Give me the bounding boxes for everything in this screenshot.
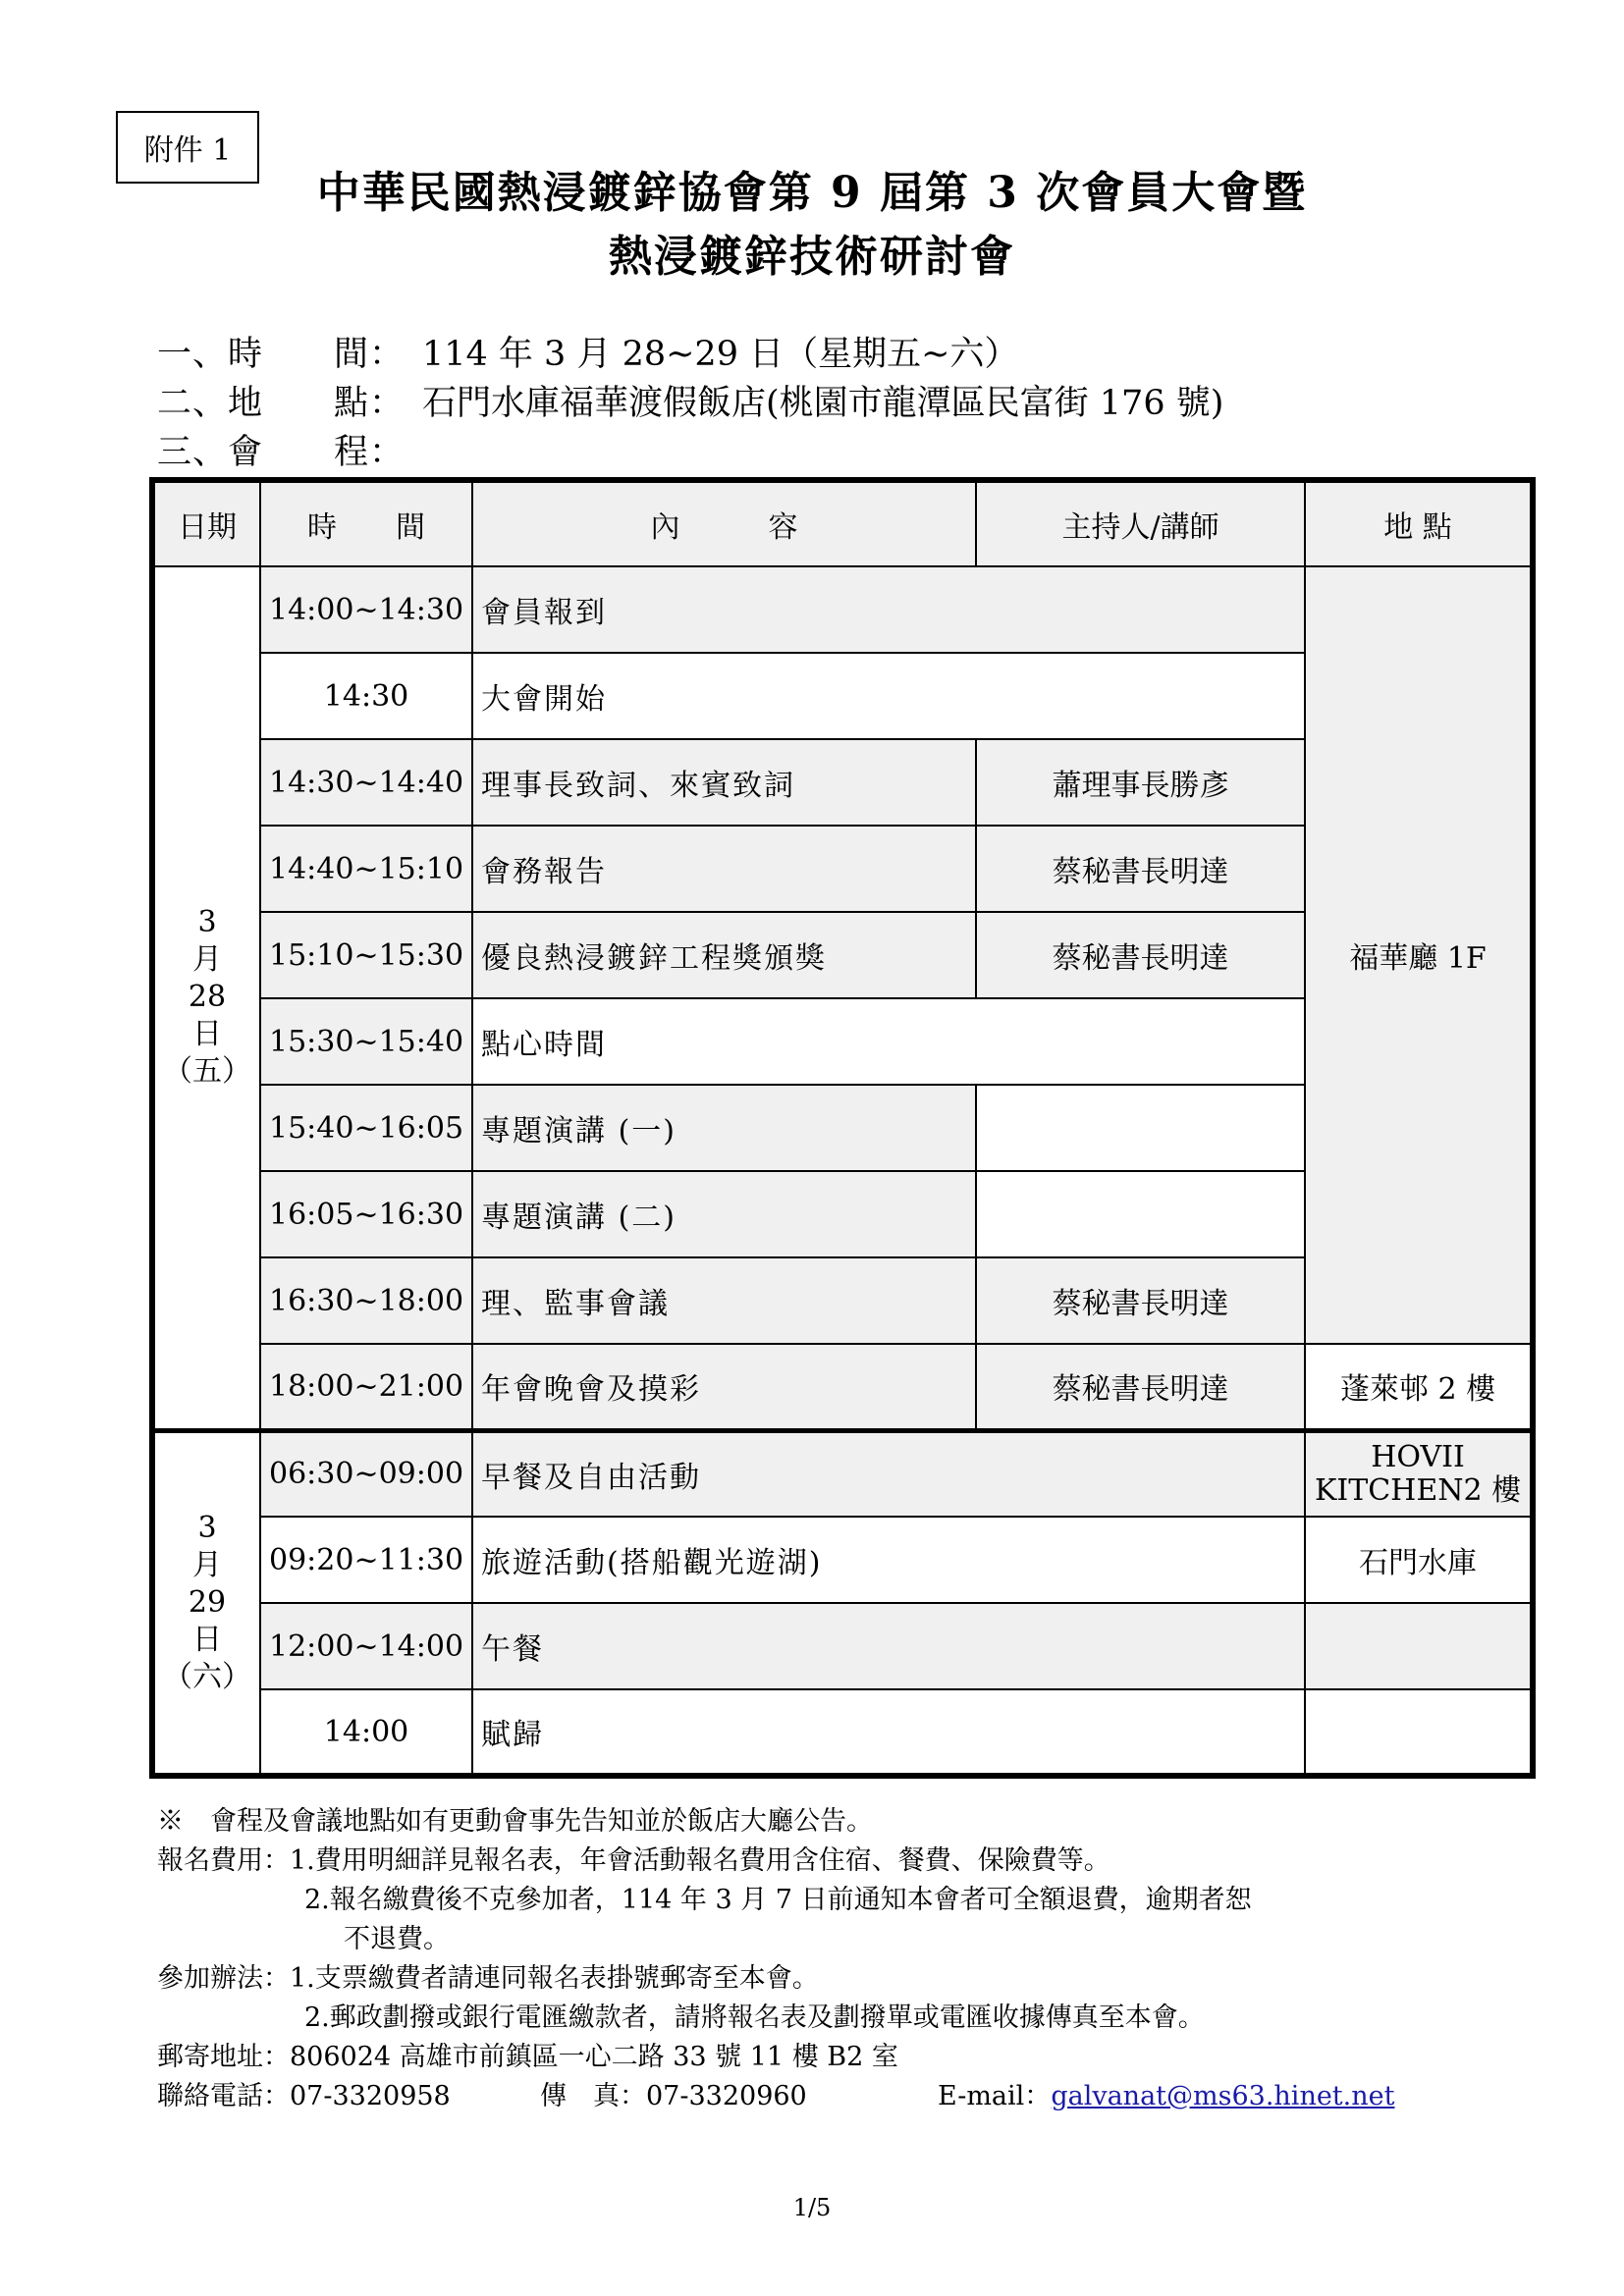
table-row — [152, 1430, 1533, 1517]
table-row — [152, 1603, 1533, 1689]
row-host: 蔡秘書長明達 — [976, 826, 1305, 912]
day1-month-char: 月 — [192, 942, 222, 978]
row-place-line1: HOVII — [1371, 1439, 1465, 1474]
day2-weekday: （六） — [163, 1659, 251, 1694]
method-label: 參加辦法： — [157, 1963, 290, 1994]
row-time: 06:30~09:00 — [260, 1430, 472, 1517]
row-place — [1305, 1603, 1533, 1689]
fee-item1: 1.費用明細詳見報名表，年會活動報名費用含住宿、餐費、保險費等。 — [290, 1845, 1110, 1876]
day2-day-num: 29 — [188, 1584, 227, 1620]
day2-date-cell — [152, 1430, 260, 1776]
row-content: 旅遊活動(搭船觀光遊湖) — [472, 1517, 1305, 1603]
info-agenda-label: 三、會 程： — [157, 433, 406, 472]
table-row — [152, 1517, 1533, 1603]
row-content: 專題演講 (一) — [472, 1085, 976, 1171]
row-content: 理事長致詞、來賓致詞 — [472, 739, 976, 826]
row-content: 會務報告 — [472, 826, 976, 912]
info-time — [157, 327, 1018, 376]
row-place — [1305, 1689, 1533, 1776]
info-place — [157, 376, 1223, 425]
contact-email-link[interactable]: galvanat@ms63.hinet.net — [1051, 2081, 1395, 2111]
row-time: 16:30~18:00 — [260, 1257, 472, 1344]
table-header-row — [152, 480, 1533, 566]
header-content: 內 容 — [472, 480, 976, 566]
row-time: 16:05~16:30 — [260, 1171, 472, 1257]
header-time: 時 間 — [260, 480, 472, 566]
row-place: 石門水庫 — [1305, 1517, 1533, 1603]
contact-line — [157, 2077, 1394, 2116]
row-content: 理、監事會議 — [472, 1257, 976, 1344]
day1-month-num: 3 — [197, 905, 217, 940]
notes-section — [157, 1802, 1394, 2116]
contact-fax: 傳 真：07-3320960 — [540, 2081, 807, 2111]
row-time: 14:00 — [260, 1689, 472, 1776]
row-content: 專題演講 (二) — [472, 1171, 976, 1257]
info-time-value: 114 年 3 月 28~29 日（星期五~六） — [422, 335, 1019, 374]
contact-email-label: E-mail： — [938, 2081, 1052, 2111]
row-time: 14:00~14:30 — [260, 566, 472, 653]
row-content: 點心時間 — [472, 998, 1305, 1085]
row-time: 14:30~14:40 — [260, 739, 472, 826]
method-item1: 1.支票繳費者請連同報名表掛號郵寄至本會。 — [290, 1963, 819, 1994]
info-place-label: 二、地 點： — [157, 384, 406, 423]
day1-date-cell — [152, 566, 260, 1430]
row-time: 15:30~15:40 — [260, 998, 472, 1085]
row-host: 蔡秘書長明達 — [976, 1257, 1305, 1344]
day1-day-num: 28 — [188, 980, 227, 1015]
day2-month-char: 月 — [192, 1547, 222, 1582]
row-place — [1305, 1430, 1533, 1517]
day1-day-char: 日 — [192, 1017, 222, 1052]
row-content: 大會開始 — [472, 653, 1305, 739]
row-time: 09:20~11:30 — [260, 1517, 472, 1603]
schedule-table — [149, 477, 1536, 1779]
fee-line1 — [157, 1842, 1394, 1881]
day1-weekday: （五） — [163, 1054, 251, 1090]
row-time: 12:00~14:00 — [260, 1603, 472, 1689]
info-agenda — [157, 425, 422, 474]
note-change: ※ 會程及會議地點如有更動會事先告知並於飯店大廳公告。 — [157, 1806, 873, 1837]
table-row — [152, 566, 1533, 653]
day2-day-char: 日 — [192, 1622, 222, 1657]
row-content: 早餐及自由活動 — [472, 1430, 1305, 1517]
row-time: 18:00~21:00 — [260, 1344, 472, 1430]
row-content: 午餐 — [472, 1603, 1305, 1689]
attachment-label: 附件 1 — [116, 111, 259, 184]
info-time-label: 一、時 間： — [157, 335, 406, 374]
page-subtitle: 熱浸鍍鋅技術研討會 — [609, 232, 1015, 282]
row-time: 14:40~15:10 — [260, 826, 472, 912]
page-number: 1/5 — [792, 2194, 832, 2221]
day1-place-cell: 福華廳 1F — [1305, 566, 1533, 1344]
method-line1 — [157, 1959, 1394, 1999]
row-place: 蓬萊邨 2 樓 — [1305, 1344, 1533, 1430]
fee-label: 報名費用： — [157, 1845, 290, 1876]
fee-item2: 2.報名繳費後不克參加者，114 年 3 月 7 日前通知本會者可全額退費，逾期者恕 — [304, 1885, 1252, 1915]
method-item2: 2.郵政劃撥或銀行電匯繳款者，請將報名表及劃撥單或電匯收據傳真至本會。 — [304, 2002, 1205, 2033]
contact-phone: 聯絡電話：07-3320958 — [157, 2081, 451, 2111]
row-host: 蕭理事長勝彥 — [976, 739, 1305, 826]
row-host: 蔡秘書長明達 — [976, 1344, 1305, 1430]
row-host — [976, 1085, 1305, 1171]
row-content: 優良熱浸鍍鋅工程獎頒獎 — [472, 912, 976, 998]
row-host: 蔡秘書長明達 — [976, 912, 1305, 998]
row-time: 14:30 — [260, 653, 472, 739]
table-row — [152, 1689, 1533, 1776]
row-time: 15:10~15:30 — [260, 912, 472, 998]
fee-item2-cont: 不退費。 — [344, 1924, 450, 1954]
row-time: 15:40~16:05 — [260, 1085, 472, 1171]
page-title: 中華民國熱浸鍍鋅協會第 9 屆第 3 次會員大會暨 — [316, 168, 1308, 218]
row-content: 賦歸 — [472, 1689, 1305, 1776]
row-host — [976, 1171, 1305, 1257]
header-place: 地 點 — [1305, 480, 1533, 566]
row-content: 年會晚會及摸彩 — [472, 1344, 976, 1430]
day2-month-num: 3 — [197, 1510, 217, 1545]
mail-address: 郵寄地址：806024 高雄市前鎮區一心二路 33 號 11 樓 B2 室 — [157, 2042, 898, 2072]
row-content: 會員報到 — [472, 566, 1305, 653]
table-row — [152, 1344, 1533, 1430]
header-date: 日期 — [152, 480, 260, 566]
row-place-line2: KITCHEN2 樓 — [1314, 1472, 1522, 1508]
header-host: 主持人/講師 — [976, 480, 1305, 566]
info-place-value: 石門水庫福華渡假飯店(桃園市龍潭區民富街 176 號) — [422, 384, 1224, 423]
